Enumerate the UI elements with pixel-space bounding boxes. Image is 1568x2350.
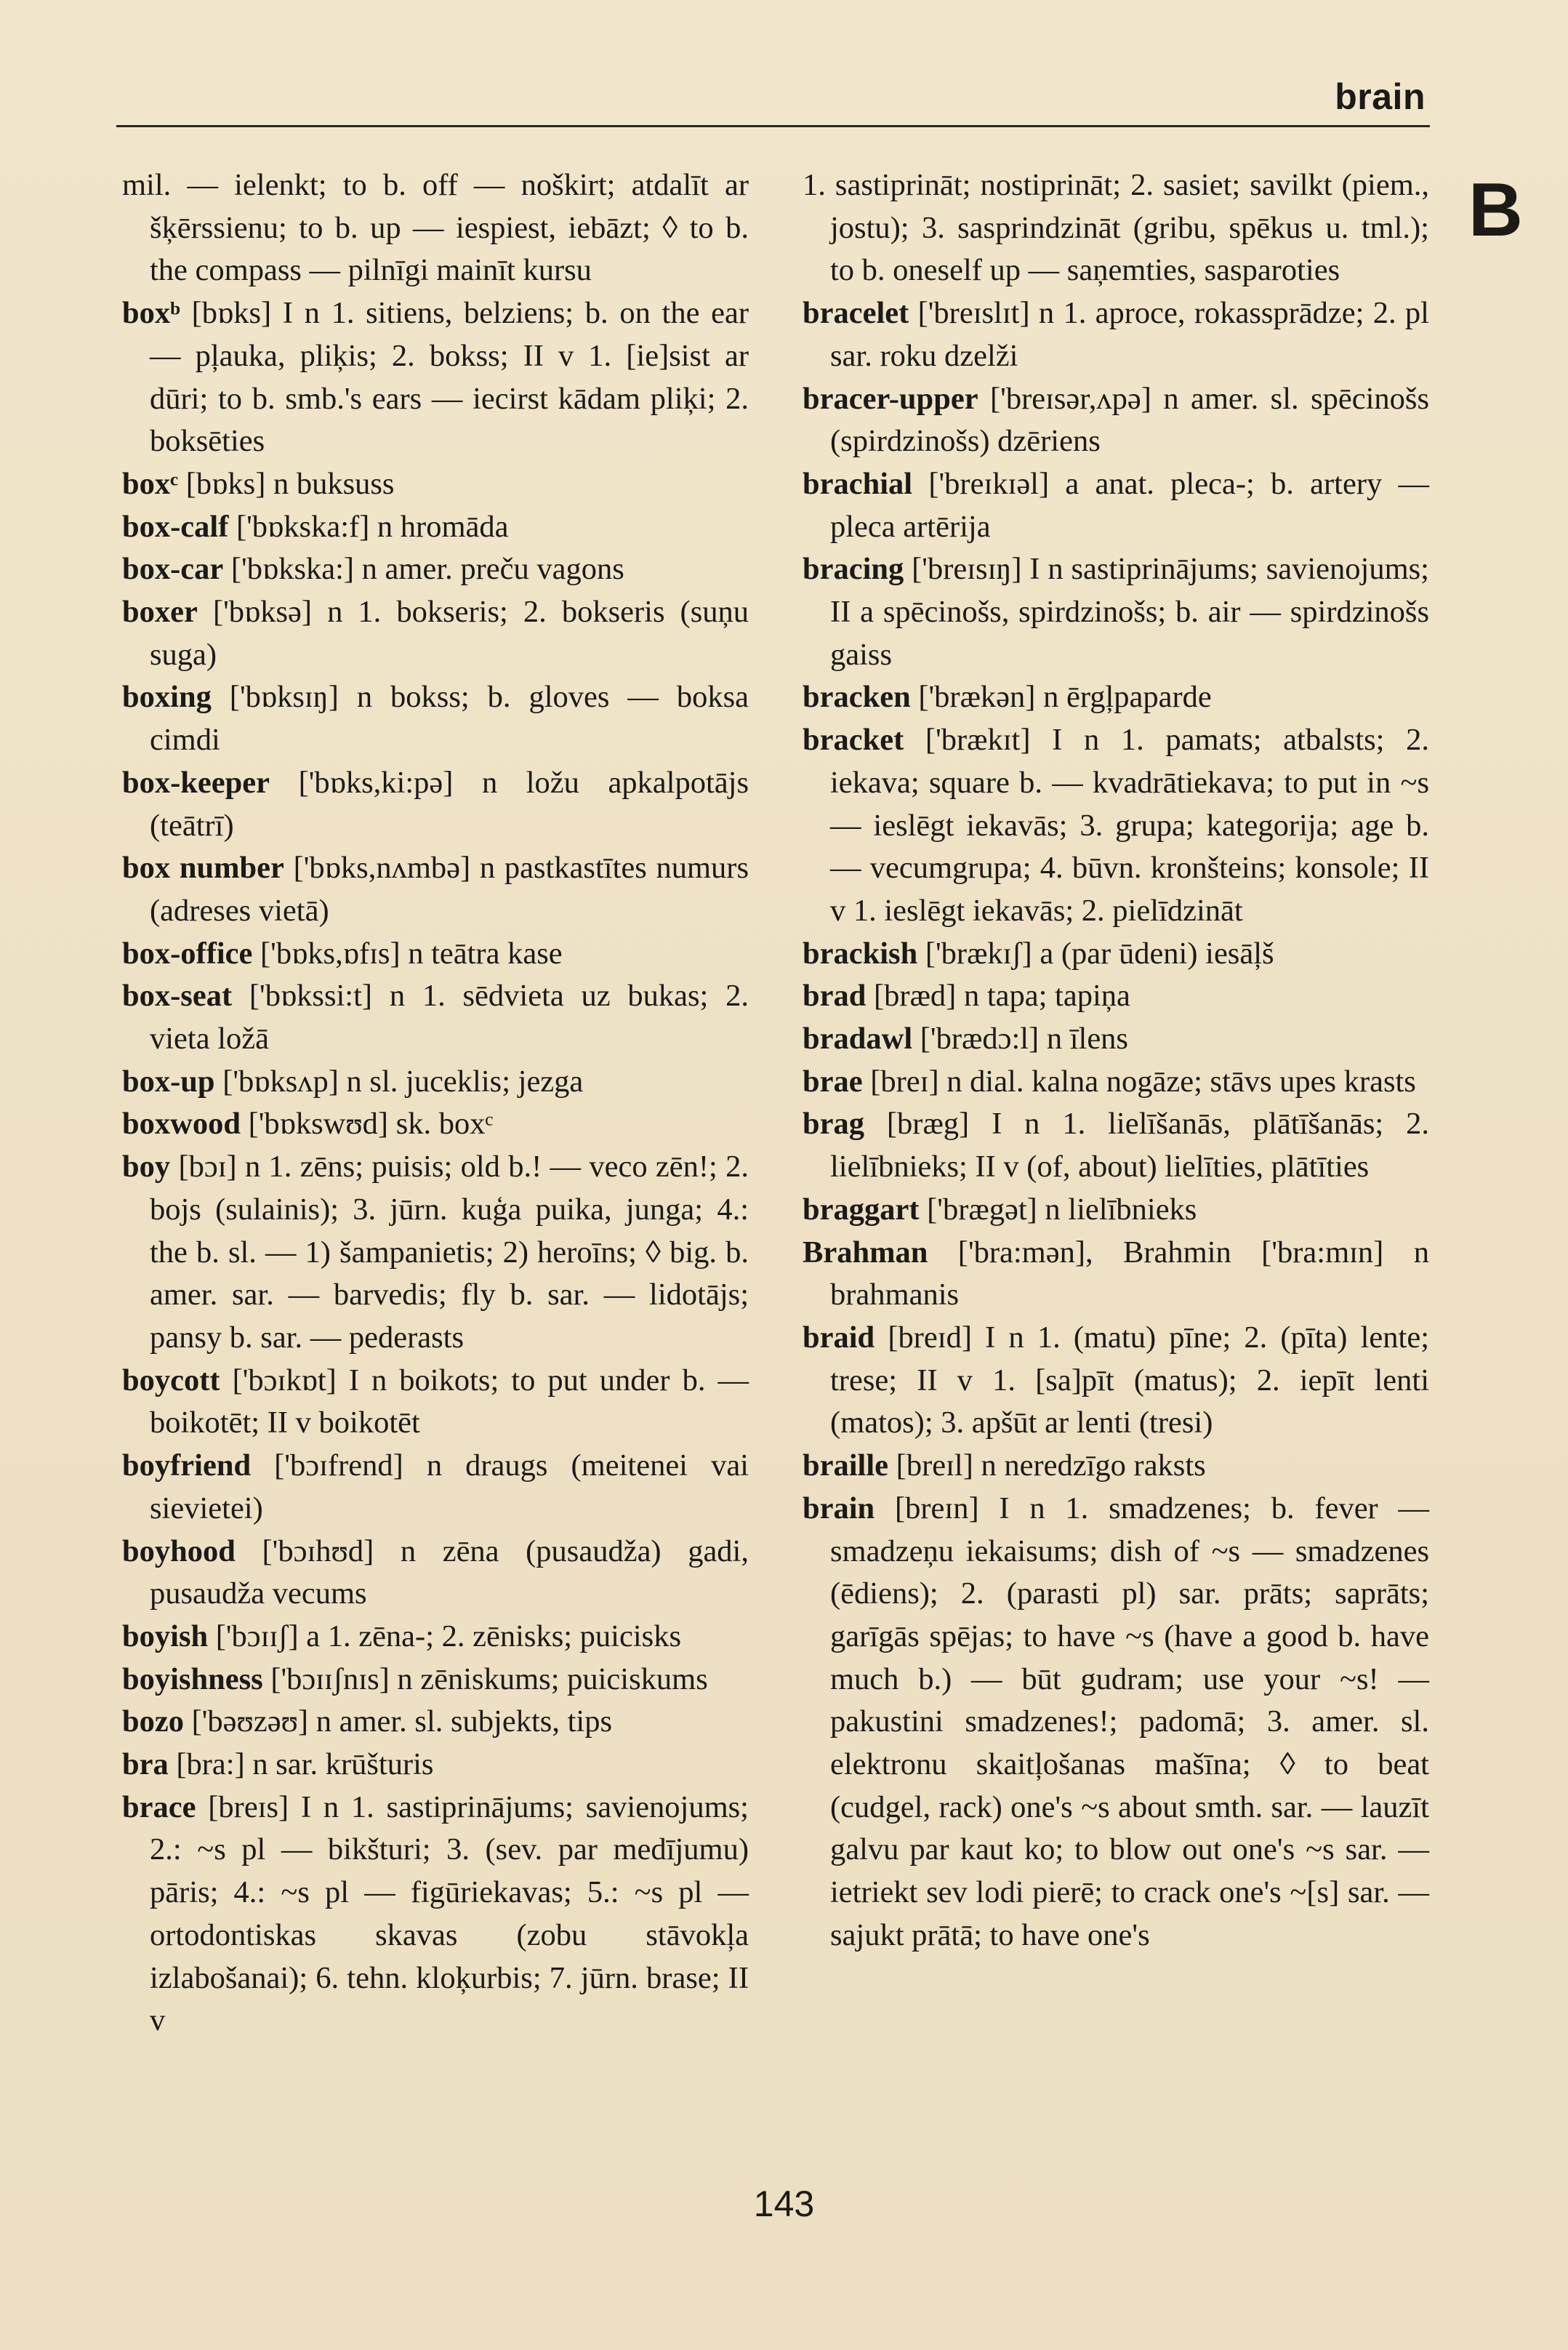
page-number: 143 [753,2183,815,2224]
entry-definition: ['breɪkɪəl] a anat. pleca-; b. artery — pleca artērija [830,466,1429,544]
entry-headword: boxᶜ [122,466,179,501]
entry-headword: box-up [122,1064,215,1099]
entry-definition: 1. sastiprināt; nostiprināt; 2. sasiet; savilkt (piem., jostu); 3. sasprindzināt (gribu, spēkus u. tml.); to b. oneself up — saņemties, sasparoties [803,168,1429,288]
dictionary-entry [122,1146,749,1360]
dictionary-entry [803,719,1429,933]
entry-definition: ['bra:mən], Brahmin ['bra:mɪn] n brahmanis [830,1235,1429,1312]
dictionary-entry [122,1360,749,1445]
entry-headword: braggart [803,1192,920,1227]
entry-headword: box-seat [122,979,233,1014]
entry-definition: ['bɒksɪŋ] n bokss; b. gloves — boksa cimdi [150,680,749,758]
entry-headword: box-calf [122,509,229,544]
entry-definition: [breɪl] n neredzīgo raksts [888,1448,1206,1483]
entry-definition: ['brækən] n ērgļpaparde [910,680,1212,715]
dictionary-entry [803,1488,1429,1957]
entry-headword: bracket [803,723,904,758]
left-column [122,164,749,2042]
entry-headword: box-office [122,936,253,971]
dictionary-entry [122,1061,749,1104]
dictionary-entry [122,1445,749,1530]
entry-definition: [bra:] n sar. krūšturis [168,1747,434,1782]
entry-headword: Brahman [803,1235,928,1270]
entry-headword: brag [803,1107,864,1142]
entry-headword: boxing [122,680,212,715]
entry-headword: box number [122,851,284,886]
entry-headword: boycott [122,1363,220,1397]
entry-definition: [bɔɪ] n 1. zēns; puisis; old b.! — veco zēn!; 2. bojs (sulainis); 3. jūrn. kuģa puika, junga; 4.: the b. sl. — 1) šampanietis; 2) heroīns; ◊ big. b. amer. sar. — barvedis; fly b. sar. — lidotājs; pansy b. sar. — pederasts [150,1150,749,1355]
entry-definition: [bræd] n tapa; tapiņa [866,979,1130,1014]
dictionary-entry [803,1189,1429,1232]
entry-headword: bracer-upper [803,381,978,416]
entry-definition: mil. — ielenkt; to b. off — noškirt; atdalīt ar šķērssienu; to b. up — iespiest, iebāzt; ◊ to b. the compass — pilnīgi mainīt kursu [122,168,749,288]
entry-headword: brain [803,1491,875,1525]
entry-definition: [bɒks] I n 1. sitiens, belziens; b. on the ear — pļauka, pliķis; 2. bokss; II v 1. [ie]sist ar dūri; to b. smb.'s ears — iecirst kādam pliķi; 2. boksēties [150,296,749,459]
entry-definition: ['bɒkswʊd] sk. boxᶜ [240,1107,494,1142]
entry-headword: brace [122,1789,196,1824]
dictionary-entry [122,1701,749,1744]
dictionary-entry [122,1531,749,1616]
entry-headword: braid [803,1320,875,1355]
thumb-index-letter: B [1468,168,1523,252]
entry-definition: ['breɪsər,ʌpə] n amer. sl. spēcinošs (spirdzinošs) dzēriens [830,381,1429,459]
entry-headword: brae [803,1064,863,1099]
dictionary-entry [122,762,749,847]
dictionary-entry [122,933,749,976]
entry-definition: ['brækɪt] I n 1. pamats; atbalsts; 2. iekava; square b. — kvadrātiekava; to put in ~s — ieslēgt iekavās; 3. grupa; kategorija; age b. — vecumgrupa; 4. būvn. kronšteins; konsole; II v 1. ieslēgt iekavās; 2. pielīdzināt [830,723,1429,928]
dictionary-entry [122,1103,749,1146]
entry-definition: ['brægət] n lielībnieks [919,1192,1197,1227]
entry-headword: bracken [803,680,911,715]
dictionary-entry [803,1445,1429,1488]
dictionary-entry [803,378,1429,463]
dictionary-entry [122,164,749,292]
entry-definition: ['breɪsɪŋ] I n sastiprinājums; savienojums; II a spēcinošs, spirdzinošs; b. air — spirdzinošs gaiss [830,552,1429,672]
dictionary-entry [122,1659,749,1701]
entry-headword: brad [803,979,867,1014]
right-column [803,164,1429,1957]
entry-definition: ['bɒkska:] n amer. preču vagons [223,552,624,587]
dictionary-entry [803,548,1429,676]
entry-definition: [breɪn] I n 1. smadzenes; b. fever — smadzeņu iekaisums; dish of ~s — smadzenes (ēdiens); 2. (parasti pl) sar. prāts; saprāts; garīgās spējas; to have ~s (have a good b. have much b.) — būt gudram; use your ~s! — pakustini smadzenes!; padomā; 3. amer. sl. elektronu skaitļošanas mašīna; ◊ to beat (cudgel, rack) one's ~s about smth. sar. — lauzīt galvu par kaut ko; to blow out one's ~s sar. — ietriekt sev lodi pierē; to crack one's ~[s] sar. — sajukt prātā; to have one's [830,1491,1429,1952]
dictionary-entry [122,591,749,676]
dictionary-entry [803,463,1429,548]
entry-headword: boy [122,1150,171,1184]
entry-headword: boyhood [122,1533,236,1568]
entry-headword: bradawl [803,1022,913,1056]
dictionary-entry [122,1786,749,2042]
dictionary-entry [803,975,1429,1018]
entry-definition: ['bɔɪɪʃ] a 1. zēna-; 2. zēnisks; puicisks [208,1619,681,1653]
dictionary-entry [122,292,749,463]
entry-headword: box-car [122,552,224,587]
dictionary-entry [122,975,749,1060]
entry-headword: bracelet [803,296,909,331]
entry-definition: ['bɒksə] n 1. bokseris; 2. bokseris (suņu suga) [150,595,749,672]
dictionary-entry [122,1616,749,1659]
entry-headword: braille [803,1448,889,1483]
entry-definition: ['bɒks,nʌmbə] n pastkastītes numurs (adreses vietā) [150,851,749,928]
dictionary-entry [122,548,749,591]
entry-headword: bozo [122,1704,184,1739]
entry-definition: ['bɒks,ɒfɪs] n teātra kase [252,936,563,971]
entry-headword: box-keeper [122,765,270,800]
entry-headword: brackish [803,936,918,971]
running-head: brain [1335,76,1426,117]
entry-definition: ['bɒksʌp] n sl. juceklis; jezga [214,1064,584,1099]
dictionary-entry [803,1317,1429,1445]
entry-definition: ['bɔɪhʊd] n zēna (pusaudža) gadi, pusaudža vecums [150,1533,749,1611]
dictionary-entry [122,676,749,761]
dictionary-entry [803,1232,1429,1317]
entry-headword: boxᵇ [122,296,180,331]
entry-headword: boyish [122,1619,209,1653]
entry-definition: [breɪs] I n 1. sastiprinājums; savienojums; 2.: ~s pl — bikšturi; 3. (sev. par medījumu) pāris; 4.: ~s pl — figūriekavas; 5.: ~s pl — ortodontiskas skavas (zobu stāvokļa izlabošanai); 6. tehn. kloķurbis; 7. jūrn. brase; II v [150,1789,749,2038]
dictionary-entry [803,933,1429,976]
entry-definition: ['bɔɪkɒt] I n boikots; to put under b. — boikotēt; II v boikotēt [150,1363,749,1440]
dictionary-entry [803,292,1429,377]
entry-headword: boyfriend [122,1448,252,1483]
dictionary-entry [803,164,1429,292]
entry-definition: [bræg] I n 1. lielīšanās, plātīšanās; 2. lielībnieks; II v (of, about) lielīties, plātīties [830,1107,1429,1184]
entry-headword: bracing [803,552,904,587]
entry-definition: [breɪ] n dial. kalna nogāze; stāvs upes krasts [862,1064,1416,1099]
dictionary-entry [122,1744,749,1786]
entry-definition: ['brækɪʃ] a (par ūdeni) iesāļš [917,936,1274,971]
dictionary-entry [803,1103,1429,1188]
dictionary-entry [122,847,749,932]
header-rule [116,125,1430,127]
dictionary-entry [803,676,1429,719]
entry-definition: ['bɔɪfrend] n draugs (meitenei vai sievietei) [150,1448,749,1525]
entry-definition: ['bɒkssi:t] n 1. sēdvieta uz bukas; 2. vieta ložā [150,979,749,1056]
entry-headword: boyishness [122,1661,263,1696]
dictionary-entry [803,1061,1429,1104]
dictionary-entry [122,463,749,506]
entry-headword: boxwood [122,1107,241,1142]
entry-headword: brachial [803,466,913,501]
entry-definition: [bɒks] n buksuss [178,466,395,501]
entry-definition: ['bɒks,ki:pə] n ložu apkalpotājs (teātrī) [150,765,749,843]
dictionary-entry [122,506,749,549]
entry-definition: ['breɪslɪt] n 1. aproce, rokassprādze; 2. pl sar. roku dzelži [830,296,1429,373]
entry-headword: bra [122,1747,169,1782]
entry-definition: ['bəʊzəʊ] n amer. sl. subjekts, tips [184,1704,612,1739]
entry-definition: [breɪd] I n 1. (matu) pīne; 2. (pīta) lente; trese; II v 1. [sa]pīt (matus); 2. iepīt lenti (matos); 3. apšūt ar lenti (tresi) [830,1320,1429,1440]
entry-definition: ['bɒkska:f] n hromāda [228,509,509,544]
dictionary-entry [803,1018,1429,1061]
entry-headword: boxer [122,595,198,630]
entry-definition: ['brædɔ:l] n īlens [912,1022,1128,1056]
entry-definition: ['bɔɪɪʃnɪs] n zēniskums; puiciskums [262,1661,708,1696]
